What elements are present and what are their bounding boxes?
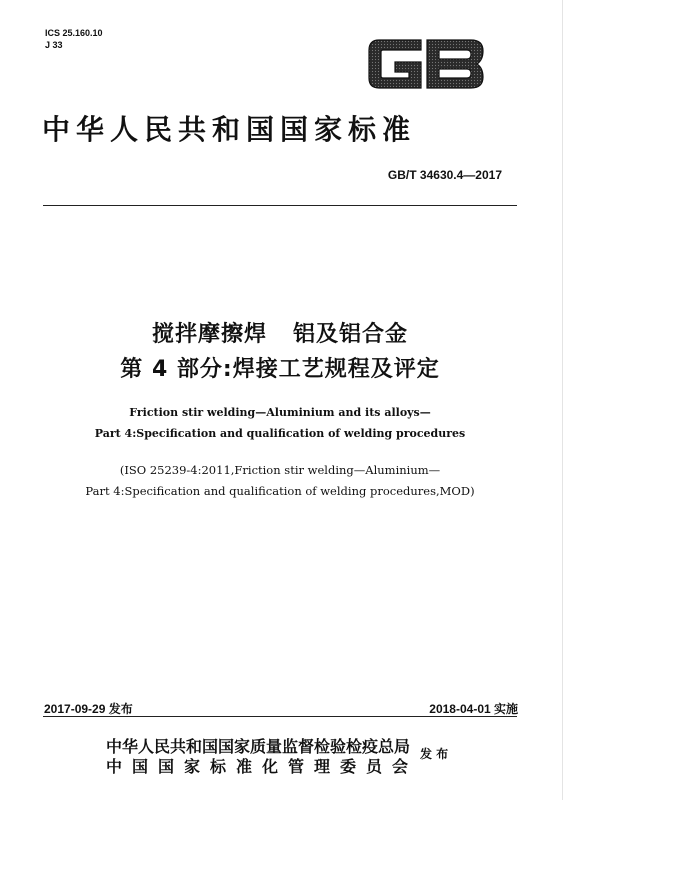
ics-code: ICS 25.160.10 [45,28,103,38]
publish-label: 发 布 [420,747,449,761]
standard-number: GB/T 34630.4—2017 [387,168,502,182]
english-title-line-2: Part 4:Specification and qualification of welding procedures [94,427,466,440]
page-edge-line [562,0,563,800]
iso-reference-line-2: Part 4:Specification and qualification of welding procedures,MOD) [85,484,475,498]
ics-block [45,27,103,51]
logo-text: GB [365,34,367,35]
english-title-line-1: Friction stir welding—Aluminium and its alloys— [129,406,431,419]
gb-logo [365,34,487,94]
issuer-line-1: 中华人民共和国国家质量监督检验检疫总局 [106,737,411,756]
issue-date: 2017-09-29 发布 [44,702,133,716]
implementation-date: 2018-04-01 实施 [429,702,518,716]
issuer-line-2: 中国国家标准化管理委员会 [106,757,419,776]
bottom-divider [43,716,517,717]
chinese-title-line-1: 搅拌摩擦焊 铝及铝合金 [152,322,408,347]
national-standard-title: 中华人民共和国国家标准 [42,113,417,146]
classification-code: J 33 [45,40,63,50]
top-divider [43,205,517,206]
chinese-title-line-2: 第 4 部分:焊接工艺规程及评定 [120,357,440,382]
iso-reference-line-1: (ISO 25239-4:2011,Friction stir welding—Aluminium— [119,463,441,477]
